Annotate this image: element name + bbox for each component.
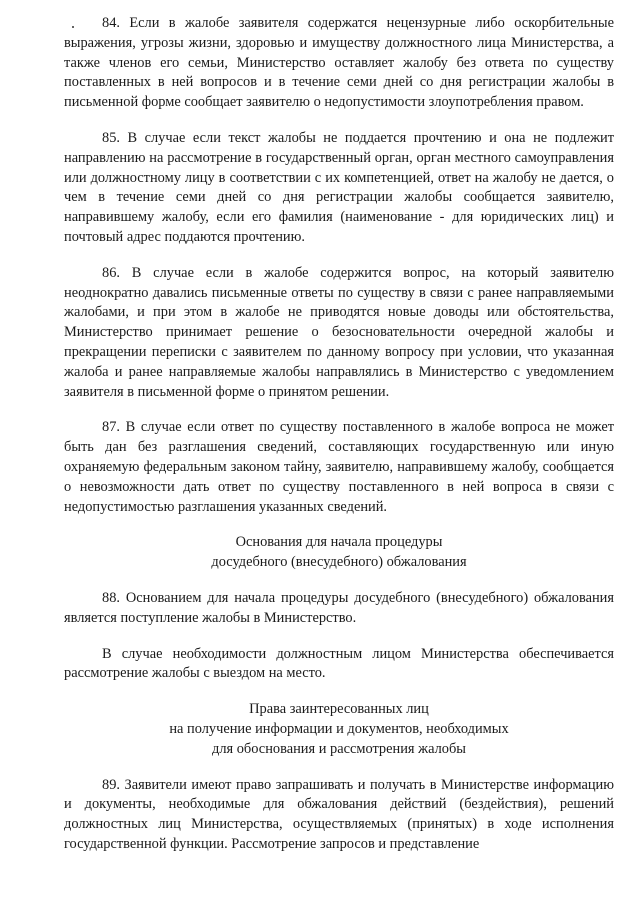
paragraph-87: 87. В случае если ответ по существу поставленного в жалобе вопроса не может быть дан без разглашения сведений, составляющих государственную или иную охраняемую федеральным законом тайну, заявителю, направившему жалобу, сообщается о невозможности дать ответ по существу поставленного в ней вопроса в связи с недопустимостью разглашения указанных сведений.: [64, 419, 614, 515]
heading-line: на получение информации и документов, необходимых: [169, 720, 509, 737]
paragraph-88: 88. Основанием для начала процедуры досудебного (внесудебного) обжалования является поступление жалобы в Министерство.: [64, 589, 614, 626]
section-heading-grounds: [64, 533, 614, 573]
paragraph-85: 85. В случае если текст жалобы не поддается прочтению и она не подлежит направлению на рассмотрение в государственный орган, орган местного самоуправления или должностному лицу в соответствии с их компетенцией, ответ на жалобу не дается, о чем в течение семи дней со дня регистрации жалобы сообщается заявителю, направившему жалобу, если его фамилия (наименование - для юридических лиц) и почтовый адрес поддаются прочтению.: [64, 129, 614, 245]
heading-line: для обоснования и рассмотрения жалобы: [212, 740, 466, 757]
heading-line: Основания для начала процедуры: [235, 534, 443, 551]
heading-line: досудебного (внесудебного) обжалования: [211, 554, 467, 571]
paragraph-88-continued: В случае необходимости должностным лицом Министерства обеспечивается рассмотрение жалобы с выездом на место.: [64, 645, 614, 682]
heading-line: Права заинтересованных лиц: [249, 701, 429, 718]
paragraph-86: 86. В случае если в жалобе содержится вопрос, на который заявителю неоднократно давались письменные ответы по существу в связи с ранее направляемыми жалобами, и при этом в жалобе не приводятся новые доводы или обстоятельства, Министерство принимает решение о безосновательности очередной жалобы и прекращении переписки с заявителем по данному вопросу при условии, что указанная жалоба и ранее направляемые жалобы направлялись в Министерство с уведомлением заявителя в письменной форме о принятом решении.: [64, 264, 614, 400]
section-heading-rights: [64, 700, 614, 759]
paragraph-89: 89. Заявители имеют право запрашивать и получать в Министерстве информацию и документы, необходимые для обжалования действий (бездействия), решений должностных лиц Министерства, осуществляемых (принятых) в ходе исполнения государственной функции. Рассмотрение запросов и представление: [64, 776, 614, 852]
paragraph-84: 84. Если в жалобе заявителя содержатся нецензурные либо оскорбительные выражения, угрозы жизни, здоровью и имуществу должностного лица Министерства, а также членов его семьи, Министерство оставляет жалобу без ответа по существу поставленных в ней вопросов и в течение семи дней со дня регистрации жалобы в письменной форме сообщает заявителю о недопустимости злоупотребления правом.: [64, 15, 614, 111]
scan-speck: [72, 26, 74, 28]
